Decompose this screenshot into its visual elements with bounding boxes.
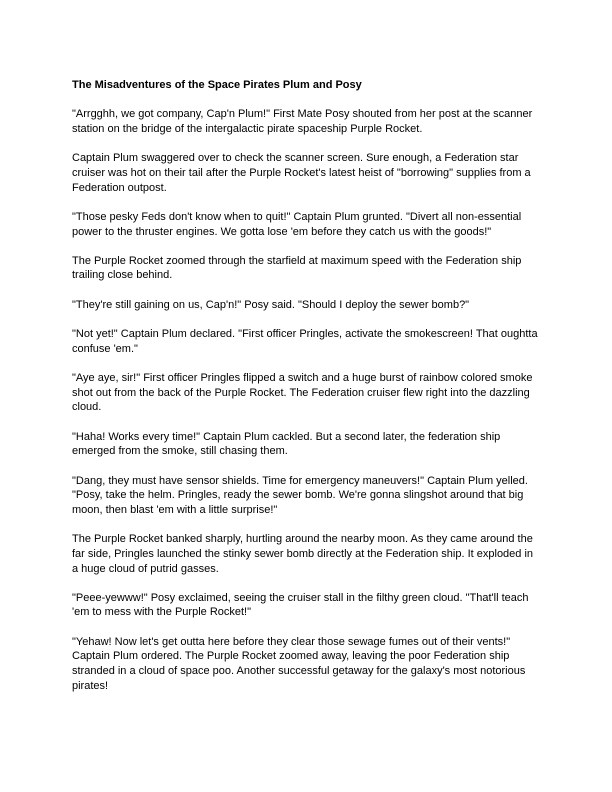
paragraph <box>72 210 552 239</box>
paragraph <box>72 591 552 620</box>
text-line: shot out from the back of the Purple Rocket. The Federation cruiser flew right into the dazzling <box>72 386 530 399</box>
text-line: power to the thruster engines. We gotta lose 'em before they catch us with the goods!" <box>72 225 492 238</box>
text-line: Captain Plum ordered. The Purple Rocket zoomed away, leaving the poor Federation ship <box>72 650 510 663</box>
text-line: "Posy, take the helm. Pringles, ready the sewer bomb. We're gonna slingshot around that big <box>72 489 524 502</box>
document-title: The Misadventures of the Space Pirates Plum and Posy <box>72 79 362 91</box>
text-line: "Not yet!" Captain Plum declared. "First officer Pringles, activate the smokescreen! That oughtta <box>72 328 538 341</box>
text-line: station on the bridge of the intergalactic pirate spaceship Purple Rocket. <box>72 122 423 135</box>
text-line: "Peee-yewww!" Posy exclaimed, seeing the cruiser stall in the filthy green cloud. "That'll teach <box>72 591 529 604</box>
text-line: far side, Pringles launched the stinky sewer bomb directly at the Federation ship. It exploded in <box>72 547 534 560</box>
paragraph <box>72 327 552 356</box>
paragraph <box>72 430 552 459</box>
paragraph <box>72 151 552 195</box>
text-line: "Yehaw! Now let's get outta here before they clear those sewage fumes out of their vents!" <box>72 635 511 648</box>
text-line: cruiser was hot on their tail after the Purple Rocket's latest heist of "borrowing" supplies from a <box>72 166 531 179</box>
text-line: emerged from the smoke, still chasing them. <box>72 445 288 458</box>
text-line: a huge cloud of putrid gasses. <box>72 562 219 575</box>
text-line: 'em to mess with the Purple Rocket!" <box>72 606 252 619</box>
text-line: cloud. <box>72 401 102 414</box>
paragraph <box>72 298 552 313</box>
text-line: "Those pesky Feds don't know when to quit!" Captain Plum grunted. "Divert all non-essential <box>72 210 522 223</box>
text-line: Captain Plum swaggered over to check the scanner screen. Sure enough, a Federation star <box>72 152 519 165</box>
text-line: "Dang, they must have sensor shields. Time for emergency maneuvers!" Captain Plum yelled. <box>72 474 528 487</box>
text-line: "Aye aye, sir!" First officer Pringles flipped a switch and a huge burst of rainbow colored smoke <box>72 372 533 385</box>
document-body <box>72 107 552 693</box>
text-line: "They're still gaining on us, Cap'n!" Posy said. "Should I deploy the sewer bomb?" <box>72 298 470 311</box>
paragraph <box>72 371 552 415</box>
text-line: confuse 'em." <box>72 342 138 355</box>
text-line: Federation outpost. <box>72 181 167 194</box>
text-line: "Haha! Works every time!" Captain Plum cackled. But a second later, the federation ship <box>72 430 501 443</box>
paragraph <box>72 254 552 283</box>
text-line: The Purple Rocket banked sharply, hurtling around the nearby moon. As they came around the <box>72 533 533 546</box>
paragraph <box>72 474 552 518</box>
text-line: pirates! <box>72 679 109 692</box>
paragraph <box>72 532 552 576</box>
paragraph <box>72 107 552 136</box>
text-line: "Arrgghh, we got company, Cap'n Plum!" First Mate Posy shouted from her post at the scanner <box>72 108 533 121</box>
text-line: stranded in a cloud of space poo. Another successful getaway for the galaxy's most notorious <box>72 665 526 678</box>
text-line: moon, then blast 'em with a little surprise!" <box>72 503 278 516</box>
paragraph <box>72 635 552 694</box>
document-page <box>72 78 552 693</box>
text-line: The Purple Rocket zoomed through the starfield at maximum speed with the Federation ship <box>72 254 522 267</box>
text-line: trailing close behind. <box>72 269 173 282</box>
